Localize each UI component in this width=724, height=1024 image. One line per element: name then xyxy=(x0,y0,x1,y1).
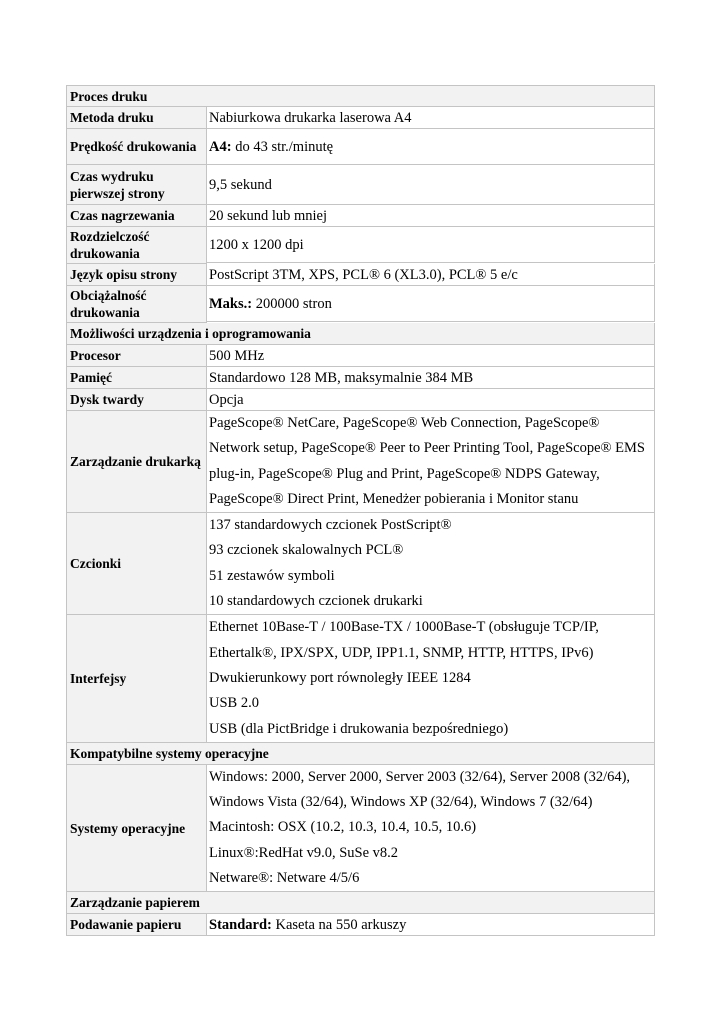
spec-label: Rozdzielczość drukowania xyxy=(66,227,207,264)
spec-value-text: 20 sekund lub mniej xyxy=(209,207,328,224)
spec-value xyxy=(207,107,655,129)
spec-value-line: PageScope® Direct Print, Menedżer pobierania i Monitor stanu xyxy=(209,490,579,507)
spec-row-obciazalnosc-drukowania xyxy=(66,286,655,323)
spec-value xyxy=(207,345,655,367)
spec-label: Interfejsy xyxy=(66,615,207,742)
spec-value-line xyxy=(209,107,652,129)
spec-row-zarzadzanie-drukarka xyxy=(66,411,655,513)
spec-value-line: Netware®: Netware 4/5/6 xyxy=(209,870,360,887)
spec-value-text: 200000 stron xyxy=(252,295,332,312)
spec-row-czas-nagrzewania xyxy=(66,205,655,227)
spec-value xyxy=(207,129,655,165)
spec-label: Metoda druku xyxy=(66,107,207,129)
spec-table xyxy=(66,85,655,936)
spec-value xyxy=(207,389,655,411)
spec-value-text: Opcja xyxy=(209,391,244,408)
spec-value-text: 500 MHz xyxy=(209,347,265,364)
spec-label: Czas nagrzewania xyxy=(66,205,207,227)
spec-value-line: 51 zestawów symboli xyxy=(209,567,335,584)
spec-row-podawanie-papieru xyxy=(66,914,655,936)
spec-row-czas-wydruku-pierwszej-strony xyxy=(66,165,655,205)
spec-row-dysk-twardy xyxy=(66,389,655,411)
spec-value-line: Windows Vista (32/64), Windows XP (32/64), Windows 7 (32/64) xyxy=(209,794,593,811)
spec-row-pamiec xyxy=(66,367,655,389)
spec-value-line: Ethernet 10Base-T / 100Base-TX / 1000Base-T (obsługuje TCP/IP, xyxy=(209,619,599,636)
spec-value-text: Standardowo 128 MB, maksymalnie 384 MB xyxy=(209,369,474,386)
spec-value-line xyxy=(209,205,652,227)
section-header: Proces druku xyxy=(66,85,655,107)
spec-value-line: Dwukierunkowy port równoległy IEEE 1284 xyxy=(209,669,471,686)
spec-value-line: 10 standardowych czcionek drukarki xyxy=(209,593,423,610)
spec-label: Czcionki xyxy=(66,513,207,615)
spec-value-prefix: Maks.: xyxy=(209,295,253,312)
spec-value-prefix: Standard: xyxy=(209,916,272,933)
spec-value xyxy=(207,615,655,742)
spec-value-line xyxy=(209,367,652,389)
spec-label: Dysk twardy xyxy=(66,389,207,411)
spec-value-line: 137 standardowych czcionek PostScript® xyxy=(209,517,452,534)
spec-value-line: PageScope® NetCare, PageScope® Web Connection, PageScope® xyxy=(209,415,600,431)
spec-label: Obciążalność drukowania xyxy=(66,286,207,323)
section-header: Zarządzanie papierem xyxy=(66,892,655,914)
spec-value xyxy=(207,286,655,322)
spec-value xyxy=(207,914,655,936)
spec-label: Prędkość drukowania xyxy=(66,129,207,165)
spec-row-systemy-operacyjne xyxy=(66,765,655,892)
spec-row-czcionki xyxy=(66,513,655,615)
spec-value-line: Ethertalk®, IPX/SPX, UDP, IPP1.1, SNMP, HTTP, HTTPS, IPv6) xyxy=(209,644,594,661)
spec-value-line xyxy=(209,914,652,936)
spec-value xyxy=(207,513,655,615)
spec-value-line xyxy=(209,345,652,367)
spec-label: Język opisu strony xyxy=(66,264,207,286)
spec-value-line xyxy=(209,174,652,196)
spec-value-text: Nabiurkowa drukarka laserowa A4 xyxy=(209,109,412,126)
spec-row-metoda-druku xyxy=(66,107,655,129)
spec-value-line: Network setup, PageScope® Peer to Peer Printing Tool, PageScope® EMS xyxy=(209,440,645,457)
spec-label: Pamięć xyxy=(66,367,207,389)
spec-value-text: 9,5 sekund xyxy=(209,176,272,193)
spec-label: Procesor xyxy=(66,345,207,367)
spec-row-jezyk-opisu-strony xyxy=(66,264,655,286)
spec-value-line: Macintosh: OSX (10.2, 10.3, 10.4, 10.5, 10.6) xyxy=(209,819,477,836)
spec-label: Podawanie papieru xyxy=(66,914,207,936)
spec-value-text: do 43 str./minutę xyxy=(231,138,334,155)
spec-value-line: USB 2.0 xyxy=(209,695,259,712)
spec-label: Systemy operacyjne xyxy=(66,765,207,892)
spec-row-procesor xyxy=(66,345,655,367)
spec-row-predkosc-drukowania xyxy=(66,129,655,165)
spec-value-line xyxy=(209,293,652,315)
spec-value-prefix: A4: xyxy=(209,138,232,155)
spec-value xyxy=(207,165,655,205)
spec-label: Czas wydruku pierwszej strony xyxy=(66,165,207,205)
section-header: Możliwości urządzenia i oprogramowania xyxy=(66,323,655,345)
spec-value xyxy=(207,227,655,263)
spec-value xyxy=(207,205,655,227)
spec-value xyxy=(207,411,655,513)
spec-value-line: Windows: 2000, Server 2000, Server 2003 (32/64), Server 2008 (32/64), xyxy=(209,768,631,785)
spec-value-line xyxy=(209,264,652,286)
spec-row-rozdzielczosc-drukowania xyxy=(66,227,655,264)
spec-value-line: plug-in, PageScope® Plug and Print, PageScope® NDPS Gateway, xyxy=(209,465,600,482)
spec-value-line: Linux®:RedHat v9.0, SuSe v8.2 xyxy=(209,844,399,861)
spec-label: Zarządzanie drukarką xyxy=(66,411,207,513)
spec-value-line xyxy=(209,136,652,158)
spec-value xyxy=(207,264,655,286)
spec-value xyxy=(207,765,655,892)
spec-value-line: USB (dla PictBridge i drukowania bezpośredniego) xyxy=(209,720,509,737)
spec-value-text: Kaseta na 550 arkuszy xyxy=(271,916,407,933)
section-header: Kompatybilne systemy operacyjne xyxy=(66,743,655,765)
spec-value-line xyxy=(209,389,652,411)
spec-value-line xyxy=(209,234,652,256)
spec-row-interfejsy xyxy=(66,615,655,742)
spec-value-line: 93 czcionek skalowalnych PCL® xyxy=(209,542,404,559)
spec-value-text: 1200 x 1200 dpi xyxy=(209,236,304,253)
spec-value-text: PostScript 3TM, XPS, PCL® 6 (XL3.0), PCL® 5 e/c xyxy=(209,266,518,283)
spec-value xyxy=(207,367,655,389)
